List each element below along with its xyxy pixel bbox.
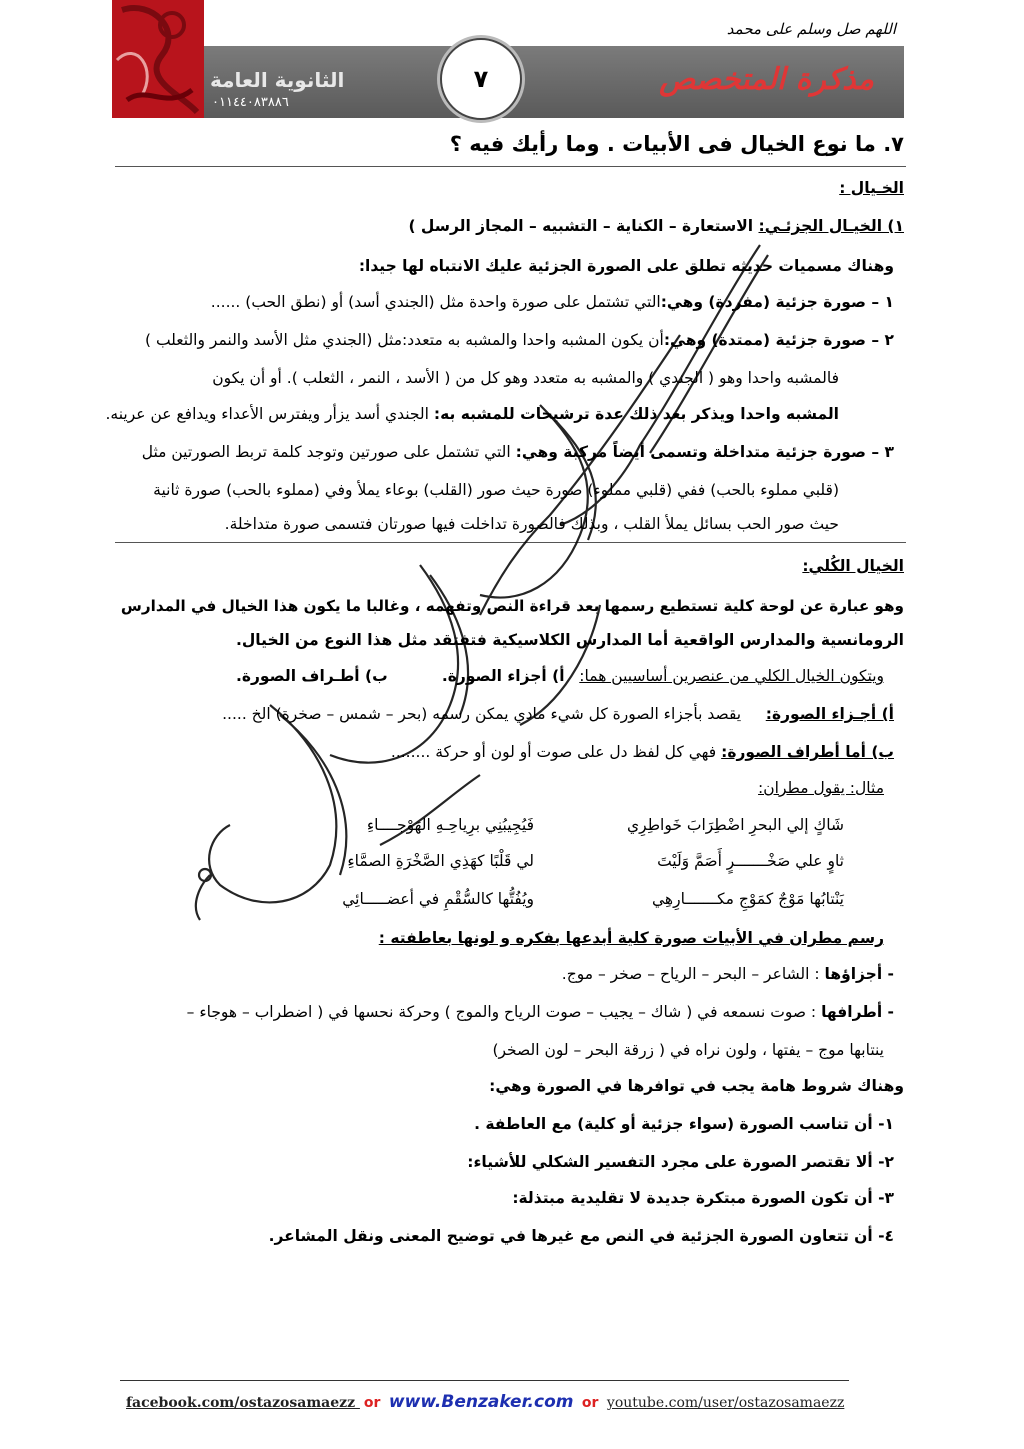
- divider: [115, 542, 906, 543]
- partial-item-3-text: التي تشتمل على صورتين وتوجد كلمة تربط الصورتين مثل: [141, 443, 516, 461]
- poem-verse-3-right: يَنْتابُها مَوْجٌ كمَوْجِ مكـــــــارِهِي: [652, 890, 844, 908]
- parts-line: [110, 704, 894, 724]
- element-b: ب) أطـراف الصورة.: [235, 667, 388, 685]
- partial-item-1-label: ١ – صورة جزئية (مفردة) وهي:: [660, 293, 894, 311]
- holistic-def-line-2: الرومانسية والمدارس الواقعية أما المدارس الكلاسيكية فتفتقد مثل هذا النوع من الخيال.: [235, 631, 904, 649]
- partial-item-2-line-3-text: الجندي أسد يزأر ويفترس الأعداء ويدافع عن عرينه.: [105, 405, 434, 423]
- partial-item-2-label: ٢ – صورة جزئية (ممتدة) وهي:: [663, 331, 894, 349]
- analysis-edges-label: - أطرافها: [821, 1003, 894, 1021]
- facebook-link[interactable]: facebook.com/ostazosamaezz: [126, 1395, 360, 1411]
- divider: [115, 166, 906, 167]
- analysis-edges-line: [60, 1002, 894, 1022]
- footer-or-2: or: [581, 1395, 599, 1411]
- footer-links: [126, 1392, 844, 1412]
- edges-text: فهي كل لفظ دل على صوت أو لون أو حركة ........: [390, 743, 722, 761]
- question-title: ٧. ما نوع الخيال فى الأبيات . وما رأيك فيه ؟: [449, 132, 904, 156]
- partial-item-2-line-3: [105, 404, 839, 424]
- logo-emblem: [112, 0, 204, 118]
- parts-label: أ) أجـزاء الصورة:: [765, 705, 894, 723]
- partial-item-1-text: التي تشتمل على صورة واحدة مثل (الجندي أسد) أو (نطق الحب) ......: [210, 293, 661, 311]
- element-a: أ) أجزاء الصورة.: [441, 667, 565, 685]
- partial-imagery-label: ١) الخيـال الجزئـي:: [758, 217, 904, 235]
- conditions-heading: وهناك شروط هامة يجب في توافرها في الصورة وهي:: [489, 1077, 904, 1095]
- page-number: ٧: [473, 65, 489, 93]
- analysis-edges-line-2: ينتابها موج – يفتها ، ولون نراه في ( زرقة البحر – لون الصخر): [492, 1041, 884, 1059]
- poem-verse-1-right: شَاكٍ إلي البحرِ اضْطِرَابَ خَواطِرِي: [627, 816, 844, 834]
- partial-imagery-types: الاستعارة – الكناية – التشبيه – المجاز الرسل ): [408, 217, 759, 235]
- partial-item-3-line-2: (قلبي مملوء بالحب) ففي (قلبي مملوء) صورة حيث صور (القلب) بوعاء يملأ وفي (مملوء بالحب) صورة ثانية: [153, 481, 839, 499]
- brand-title: مذكرة المتخصص: [659, 62, 874, 97]
- poem-verse-2-right: ثاوٍ علي صَخْـــــــرٍ أَصَمَّ وَلَيْتَ: [657, 852, 844, 870]
- school-name: الثانوية العامة: [210, 68, 345, 92]
- parts-text: يقصد بأجزاء الصورة كل شيء مادي يمكن رسمه (بحر – شمس – صخرة) الخ .....: [222, 705, 742, 723]
- analysis-edges-text: : صوت نسمعه في ( شاك – يجيب – صوت الرياح والموج ) وحركة نحسها في ( اضطراب – هوجاء –: [186, 1003, 822, 1021]
- condition-item-4: ٤- أن تتعاون الصورة الجزئية في النص مع غيرها في توضيح المعنى ونقل المشاعر.: [268, 1227, 894, 1245]
- poem-verse-1-left: فَيُجِيبُنِي برِياحِـهِ الهَوْجــــاءِ: [366, 816, 534, 834]
- partial-item-1: [110, 292, 894, 312]
- header-salawat: اللهم صل وسلم على محمد: [726, 20, 896, 38]
- phone-number: ٠١١٤٤٠٨٣٨٨٦: [212, 95, 289, 110]
- partial-item-2: [110, 330, 894, 350]
- condition-item-3: ٣- أن تكون الصورة مبتكرة جديدة لا تقليدية مبتذلة:: [512, 1189, 894, 1207]
- poem-verse-2-left: لي قَلْبًا كهَذِي الصَّخْرَةِ الصمَّاءِ: [347, 852, 534, 870]
- imagery-heading: الخـيال :: [839, 179, 904, 197]
- partial-imagery-line: [110, 216, 904, 236]
- partial-item-2-text: أن يكون المشبه واحدا والمشبه به متعدد:مثل (الجندي مثل الأسد والنمر والثعلب ): [144, 331, 664, 349]
- elements-line: [110, 666, 884, 686]
- analysis-summary: رسم مطران في الأبيات صورة كلية أبدعها بفكره و لونها بعاطفته :: [378, 929, 884, 947]
- page-number-badge: [440, 38, 522, 120]
- analysis-parts-line: [110, 964, 894, 984]
- modern-terms-line: وهناك مسميات حديثه تطلق على الصورة الجزئية عليك الانتباه لها جيدا:: [358, 257, 894, 275]
- partial-item-3-label: ٣ – صورة جزئية متداخلة وتسمى أيضاً مركبة وهي:: [515, 443, 894, 461]
- partial-item-2-line-2: فالمشبه واحدا وهو ( الجندي ) والمشبه به متعدد وهو كل من ( الأسد ، النمر ، الثعلب ). أو أن يكون: [212, 369, 839, 387]
- partial-item-3: [110, 442, 894, 462]
- condition-item-2: ٢- ألا تقتصر الصورة على مجرد التفسير الشكلي للأشياء:: [467, 1153, 894, 1171]
- partial-item-3-line-3: حيث صور الحب بسائل يملأ القلب ، وبذلك فالصورة تداخلت فيها صورتان فتسمى صورة متداخلة.: [224, 515, 839, 533]
- youtube-link[interactable]: youtube.com/user/ostazosamaezz: [606, 1395, 845, 1411]
- footer-rule: [120, 1380, 849, 1381]
- condition-item-1: ١- أن تناسب الصورة (سواء جزئية أو كلية) مع العاطفة .: [474, 1115, 894, 1133]
- edges-label: ب) أما أطراف الصورة:: [721, 743, 894, 761]
- benzaker-link[interactable]: www.Benzaker.com: [388, 1392, 574, 1412]
- edges-line: [110, 742, 894, 762]
- example-label: مثال: يقول مطران:: [758, 779, 884, 797]
- partial-item-2-line-3-bold: المشبه واحدا ويذكر بعد ذلك عدة ترشيحات للمشبه به:: [433, 405, 839, 423]
- footer-or-1: or: [363, 1395, 381, 1411]
- analysis-parts-label: - أجزاؤها: [824, 965, 894, 983]
- holistic-def-line-1: وهو عبارة عن لوحة كلية تستطيع رسمها بعد قراءة النص وتفهمه ، وغالبا ما يكون هذا الخيال في المدارس: [120, 597, 904, 615]
- poem-verse-3-left: ويُفُتُّها كالسُّقْمِ في أعضـــــائِي: [342, 890, 534, 908]
- elements-intro: ويتكون الخيال الكلي من عنصرين أساسيين هما:: [579, 667, 884, 685]
- holistic-heading: الخيال الكُلي:: [802, 557, 904, 575]
- analysis-parts-text: : الشاعر – البحر – الرياح – صخر – موج.: [561, 965, 825, 983]
